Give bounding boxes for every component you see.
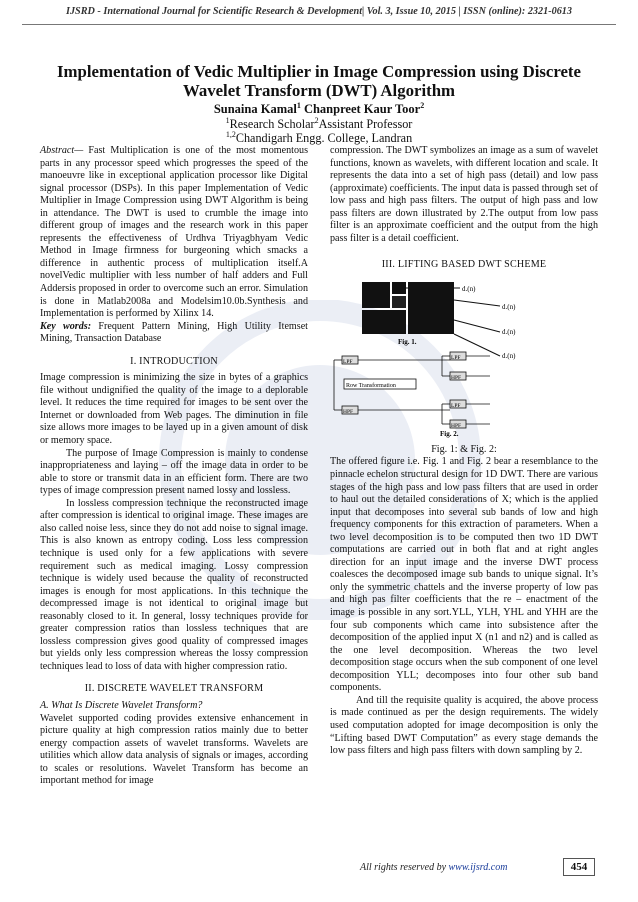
fig2-lpf-2: LPF [451, 354, 461, 361]
affil-sup-2: 2 [314, 116, 319, 125]
title-line-2: Wavelet Transform (DWT) Algorithm [182, 81, 456, 100]
section-heading-lifting: III. LIFTING BASED DWT SCHEME [381, 259, 547, 271]
intro-paragraph-2: The purpose of Image Compression is mainly to condense inappropriateness and laying – off the image data in order to be able to store or transmit data in an efficient form. There are two types of image compression present named lossy and lossless. [40, 447, 308, 497]
affiliation-institution [30, 130, 608, 146]
fig1-block-ll [362, 282, 390, 308]
dwt-paragraph-1-continued: compression. The DWT symbolizes an image as a sum of wavelet functions, known as wavelets, with different location and scale. It represents the data into a set of high pass (detail) and low pass (approximate) coefficients. The input data is passed through set of low pass and high pass filters. The output of high pass and low pass filters are down illustrated by 2.The output from low pass filter is an approximate coefficient and the output from the high pass filter is a detail coefficient. [330, 145, 598, 244]
fig1-label-3: d.(n) [502, 327, 516, 336]
keywords-label: Key words: [40, 320, 92, 332]
fig1-block-hl [408, 282, 454, 334]
paper-title [30, 62, 608, 100]
dwt-paragraph-1: Wavelet supported coding provides extensive enhancement in picture quality at high compression ratios mainly due to better energy compaction assets of wavelet transforms. Wavelets are utilities which allow data analysis of signals or images, according to scales or resolutions. Wavelet Transform has become an important method for image [40, 712, 308, 787]
affil-sup-1: 1 [225, 116, 230, 125]
fig2-hpf-2: HPF [451, 374, 462, 381]
author-list [30, 101, 608, 117]
footer-site-link[interactable]: www.ijsrd.com [448, 862, 508, 873]
figure-svg [330, 276, 598, 444]
affil-role-2: Assistant Professor [318, 117, 413, 132]
header-rule [22, 24, 616, 25]
fig2-caption: Fig. 2. [440, 429, 459, 438]
affil-inst-sup: 1,2 [225, 130, 236, 139]
author-2: Chanpreet Kaur Toor [303, 102, 421, 117]
figures-caption: Fig. 1: & Fig. 2: [431, 443, 497, 455]
requisite-quality-paragraph: And till the requisite quality is acquired, the above process is made continued as per the design requirements. The widely used computation adopted for image decomposition is only the “Lifting based DWT Computation” as every stage demands the low pass filters and high pass filters with down sampling by 2. [330, 694, 598, 757]
author-1: Sunaina Kamal [213, 102, 297, 117]
fig2-hpf-3: HPF [451, 422, 462, 429]
fig1-label-2: d.(n) [502, 302, 516, 311]
footer-rights-text: All rights reserved by [360, 862, 449, 873]
fig1-label-1: d.(n) [462, 284, 476, 293]
author-2-sup: 2 [420, 101, 425, 110]
section-heading-introduction: I. INTRODUCTION [130, 355, 218, 367]
fig2-lpf-1: LPF [343, 358, 353, 365]
fig1-block-small-2 [392, 296, 406, 308]
intro-paragraph-1: Image compression is minimizing the size in bytes of a graphics file without undignified the quality of the image to a deplorable level. It reduces the time required for images to be sent over the Internet or downloaded from Web pages. The diminution in file size allows more images to be layed up in a given amount of disk or memory space. [40, 372, 308, 447]
left-column [40, 145, 308, 788]
section-heading-dwt: II. DISCRETE WAVELET TRANSFORM [84, 683, 264, 695]
title-line-1: Implementation of Vedic Multiplier in Image Compression using Discrete [57, 62, 581, 81]
abstract [40, 145, 308, 321]
affil-institution: Chandigarh Engg. College, Landran [235, 131, 413, 146]
fig1-caption: Fig. 1. [398, 337, 417, 346]
keywords [40, 321, 308, 346]
fig1-block-small [392, 282, 406, 294]
fig2-lpf-3: LPF [451, 402, 461, 409]
abstract-label: Abstract— [40, 145, 84, 156]
fig1-block-lh [362, 310, 406, 334]
fig2-hpf-1: HPF [343, 408, 354, 415]
figure-1-and-2 [330, 276, 598, 444]
intro-paragraph-3: In lossless compression technique the reconstructed image after compression is identical to original image. These images are also called noise less, since they do not add noise to signal image. This is also known as entropy coding. Loss less compression technique is used only for a few applications with severe requirement such as medical imaging. Lossy compression technique is widely used because the quality of reconstructed images is enough for most applications. In this technique the decompressed image is not identical to original image but reasonably closed to it. In general, lossy techniques provide for greater compression ratios than lossless techniques that are lossless compression gives good quality of compressed images but yields only less compression whereas the lossy compression techniques lead to loss of data with higher compression ratio. [40, 497, 308, 672]
fig1-label-4: d.(n) [502, 351, 516, 360]
journal-header: IJSRD - International Journal for Scientific Research & Development| Vol. 3, Issue 10, 2015 | ISSN (online): 2321-0613 [66, 6, 572, 17]
abstract-text: Fast Multiplication is one of the most momentous parts in any processor speed which progresses the speed of the manoeuvre like in exceptional application processor like Digital signal processor (DSPs). In this paper Implementation of Vedic Multiplier in Image Compression using DWT Algorithm is being in attendance. The DWT is used to crumble the image into different group of images and the research work in this paper represents the effectiveness of Urdhva Triyagbhyam Vedic Method in Image firmness for burgeoning which smacks a difference in authentic process of multiplication itself.A novelVedic multiplier with less number of half adders and Full Addersis proposed in order to overcome such an error. Simulation is done in Matlab2008a and Modelsim10.0b.Synthesis and Implementation is performed by Xilinx 14. [40, 145, 308, 320]
footer-rights [360, 862, 507, 873]
keywords-text: Frequent Pattern Mining, High Utility Itemset Mining, Transaction Database [40, 320, 308, 345]
right-column [330, 145, 598, 758]
affil-role-1: Research Scholar [229, 117, 315, 132]
subsection-heading-dwt: A. What Is Discrete Wavelet Transform? [40, 699, 203, 711]
offered-figure-paragraph: The offered figure i.e. Fig. 1 and Fig. 2 bear a resemblance to the pinnacle echelon structural design for 1D DWT. There are various stages of the high pass and low pass filters that are used in order to haul out the detailed considerations of X; which is the applied input that decomposes into several sub bands of low and high frequency components for this extraction of parameters. When a two level decomposition is to be computed then two 1D DWT computations are carried out in both flat and at right angles direction for an input image and the inverse DWT process coalesces the decomposed image sub bands to unique signal. It’s only the symmetric chattels and the inverse property of low pas and high pas filter coefficients that the re – enactment of the image is possible in any sort.YLL, YLH, YHL and YHH are the four sub components which came into subsistence after the decomposition of the applied input X (n1 and n2) and is called as the one level decomposition. Whereas the two level decomposition stage occurs when the sub component of one level decomposition YLL; decomposes into four other sub band components. [330, 456, 598, 694]
author-1-sup: 1 [296, 101, 301, 110]
fig2-row-label: Row Transformation [346, 382, 396, 389]
page-number: 454 [563, 858, 595, 876]
